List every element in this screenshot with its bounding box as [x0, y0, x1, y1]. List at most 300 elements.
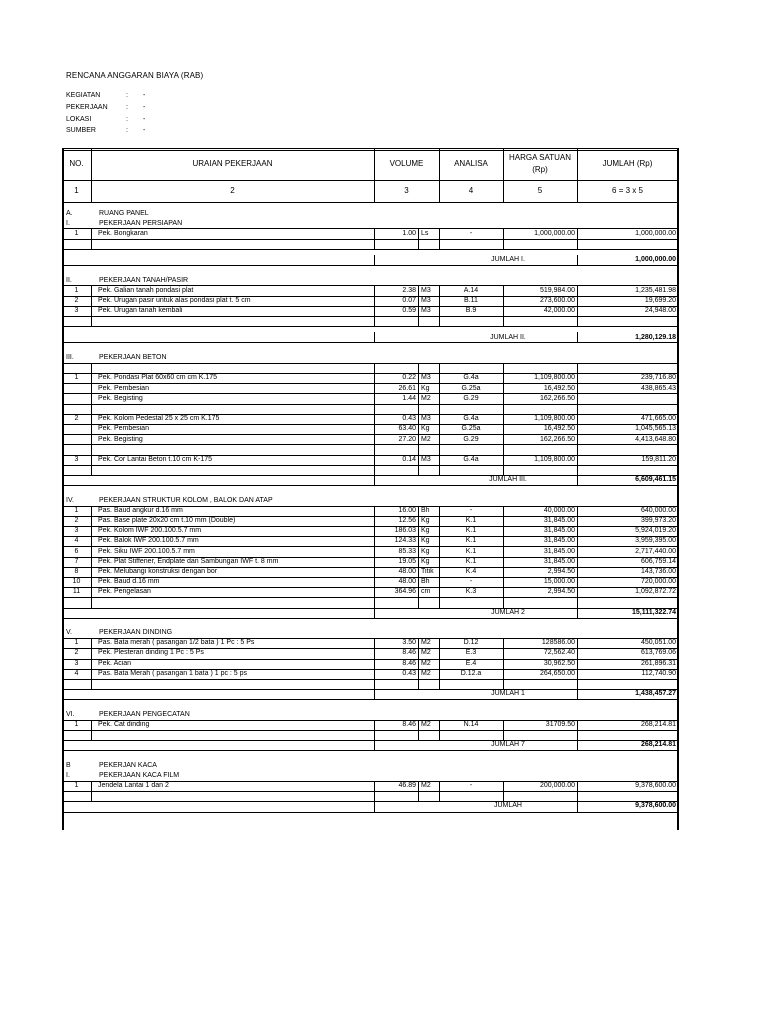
item-description: Pek. Plesteran dinding 1 Pc : 5 Ps — [98, 649, 204, 657]
column-divider — [418, 679, 419, 689]
item-amount: 613,769.06 — [640, 649, 676, 657]
item-number — [62, 444, 91, 454]
column-divider — [91, 383, 92, 393]
header-index-2: 2 — [230, 186, 235, 195]
meta-row — [66, 92, 266, 102]
column-divider — [503, 455, 504, 465]
row-divider — [62, 285, 678, 286]
column-divider — [503, 516, 504, 526]
item-volume: 12.56 — [398, 517, 416, 525]
section-title: PEKERJAAN KACA FILM — [99, 771, 180, 779]
section-title: PEKERJAAN PENGECATAN — [99, 710, 190, 718]
item-amount: 720,000.00 — [640, 578, 676, 586]
column-divider — [439, 285, 440, 295]
column-divider — [374, 740, 375, 750]
row-divider — [62, 516, 678, 517]
section-row — [62, 352, 678, 362]
row-divider — [62, 383, 678, 384]
column-divider — [577, 285, 578, 295]
column-divider — [374, 577, 375, 587]
section-number: A. — [66, 209, 73, 217]
item-amount — [577, 465, 678, 475]
column-divider — [374, 285, 375, 295]
header-index-row — [62, 180, 678, 202]
table-row — [62, 638, 678, 648]
column-divider — [374, 567, 375, 577]
column-divider — [503, 228, 504, 238]
item-analisa — [439, 403, 503, 413]
item-number: 2 — [74, 415, 79, 423]
row-divider — [62, 228, 678, 229]
meta-value: - — [143, 104, 146, 111]
item-number — [62, 424, 91, 434]
column-divider — [439, 577, 440, 587]
section-row — [62, 275, 678, 285]
table-row — [62, 526, 678, 536]
column-divider — [91, 404, 92, 414]
item-amount — [577, 444, 678, 454]
item-analisa: K.3 — [465, 588, 477, 596]
section-title: PEKERJAAN PERSIAPAN — [99, 219, 183, 227]
item-number: 1 — [74, 286, 79, 294]
column-divider — [418, 557, 419, 567]
item-analisa: K.1 — [465, 527, 477, 535]
item-description: Pek. Pengelasan — [98, 588, 151, 596]
column-divider — [91, 781, 92, 791]
item-unit — [418, 239, 439, 249]
row-divider — [62, 750, 678, 751]
item-volume: 27.20 — [398, 435, 416, 443]
column-divider — [91, 536, 92, 546]
column-divider — [439, 363, 440, 373]
table-row — [62, 424, 678, 434]
column-divider — [374, 526, 375, 536]
item-description: Pas. Bata Merah ( pasangan 1 bata ) 1 pc : 5 ps — [98, 669, 248, 677]
item-analisa: B.11 — [464, 297, 478, 305]
row-divider — [62, 618, 678, 619]
column-divider — [503, 239, 504, 249]
column-divider — [439, 383, 440, 393]
table-row — [62, 454, 678, 464]
item-volume — [374, 444, 418, 454]
column-divider — [374, 720, 375, 730]
column-divider — [418, 465, 419, 475]
item-volume: 85.33 — [398, 547, 416, 555]
header-volume: VOLUME — [389, 159, 424, 168]
column-divider — [577, 689, 578, 699]
column-divider — [577, 255, 578, 265]
column-divider — [577, 740, 578, 750]
column-divider — [91, 516, 92, 526]
column-divider — [374, 228, 375, 238]
item-number: 1 — [74, 506, 79, 514]
column-divider — [439, 444, 440, 454]
item-volume: 186.03 — [394, 527, 416, 535]
column-divider — [577, 414, 578, 424]
column-divider — [503, 720, 504, 730]
column-divider — [374, 363, 375, 373]
item-number: 7 — [74, 557, 79, 565]
item-number: 8 — [74, 567, 79, 575]
item-number — [62, 383, 91, 393]
row-divider — [62, 249, 678, 250]
item-number: 3 — [74, 659, 79, 667]
row-divider — [62, 546, 678, 547]
item-unit: M2 — [421, 781, 431, 789]
item-unit: Kg — [421, 547, 430, 555]
column-divider — [91, 791, 92, 801]
item-number — [62, 403, 91, 413]
item-analisa: G.4a — [463, 374, 479, 382]
column-divider — [577, 546, 578, 556]
column-divider — [439, 306, 440, 316]
column-divider — [577, 577, 578, 587]
column-divider — [374, 638, 375, 648]
item-unit: M3 — [421, 297, 431, 305]
item-number — [62, 316, 91, 326]
item-description: Pek. Begisting — [98, 394, 143, 402]
column-divider — [577, 373, 578, 383]
column-divider — [91, 393, 92, 403]
item-unit-price: 31,845.00 — [543, 547, 575, 555]
column-divider — [374, 536, 375, 546]
column-divider — [374, 306, 375, 316]
meta-label: PEKERJAAN — [66, 104, 108, 111]
item-analisa: K.1 — [465, 547, 477, 555]
item-unit: Bh — [421, 506, 430, 514]
item-number — [62, 393, 91, 403]
item-amount — [577, 403, 678, 413]
column-divider — [91, 434, 92, 444]
item-amount: 24,948.00 — [644, 307, 676, 315]
meta-value: - — [143, 116, 146, 123]
blank-row — [62, 342, 678, 352]
item-analisa: G.4a — [463, 415, 479, 423]
item-analisa: E.4 — [465, 659, 477, 667]
table-row — [62, 505, 678, 515]
column-divider — [577, 316, 578, 326]
column-divider — [577, 720, 578, 730]
blank-row — [62, 617, 678, 627]
item-analisa: - — [469, 578, 473, 586]
item-unit: M2 — [421, 649, 431, 657]
item-description: Pas. Base plate 20x20 cm t.10 mm (Double) — [98, 517, 236, 525]
column-divider — [503, 434, 504, 444]
column-divider — [91, 465, 92, 475]
column-divider — [374, 239, 375, 249]
column-divider — [91, 455, 92, 465]
item-amount: 2,717,440.00 — [635, 547, 676, 555]
item-analisa: A.14 — [463, 286, 479, 294]
column-divider — [503, 659, 504, 669]
column-divider — [91, 444, 92, 454]
item-amount: 112,740.90 — [641, 669, 676, 677]
meta-colon: : — [126, 104, 128, 111]
item-unit-price: 30,962.50 — [543, 659, 575, 667]
subtotal-amount: 1,438,457.27 — [635, 690, 676, 698]
item-description — [91, 444, 374, 454]
item-number: 3 — [74, 527, 79, 535]
column-divider — [577, 781, 578, 791]
item-description — [91, 465, 374, 475]
column-divider — [418, 536, 419, 546]
header-index-4: 4 — [468, 186, 474, 195]
column-divider — [503, 679, 504, 689]
column-divider — [577, 239, 578, 249]
section-title: PEKERJAAN BETON — [99, 354, 167, 362]
column-divider — [374, 506, 375, 516]
column-divider — [374, 597, 375, 607]
column-divider — [374, 475, 375, 485]
subtotal-label: JUMLAH I. — [491, 256, 525, 264]
item-analisa — [439, 363, 503, 373]
item-unit: Kg — [421, 537, 430, 545]
column-divider — [418, 791, 419, 801]
column-divider — [91, 546, 92, 556]
column-divider — [439, 546, 440, 556]
item-unit-price: 42,000.00 — [543, 307, 575, 315]
row-divider — [62, 730, 678, 731]
item-number: 1 — [74, 720, 79, 728]
item-unit-price: 200,000.00 — [539, 781, 575, 789]
column-divider — [418, 526, 419, 536]
item-amount — [577, 239, 678, 249]
column-divider — [439, 316, 440, 326]
column-divider — [439, 506, 440, 516]
item-unit-price: 72,562.40 — [543, 649, 575, 657]
section-title: RUANG PANEL — [99, 209, 149, 217]
item-description: Pek. Melubangi konstruksi dengan bor — [98, 567, 218, 575]
row-divider — [62, 363, 678, 364]
row-divider — [62, 699, 678, 700]
item-number — [62, 434, 91, 444]
table-row — [62, 306, 678, 316]
column-divider — [503, 587, 504, 597]
row-divider — [62, 444, 678, 445]
table-row — [62, 363, 678, 373]
item-volume: 3.50 — [402, 639, 416, 647]
column-divider — [439, 516, 440, 526]
table-row — [62, 383, 678, 393]
column-divider — [439, 669, 440, 679]
item-description: Pek. Galian tanah pondasi plat — [98, 286, 194, 294]
column-divider — [577, 465, 578, 475]
column-divider — [374, 730, 375, 740]
column-divider — [577, 228, 578, 238]
column-divider — [503, 546, 504, 556]
table-row — [62, 239, 678, 249]
item-volume: 2.38 — [402, 286, 416, 294]
table-row — [62, 536, 678, 546]
item-analisa: - — [469, 781, 473, 789]
column-divider — [439, 597, 440, 607]
row-divider — [62, 679, 678, 680]
column-divider — [91, 228, 92, 238]
header-uraian: URAIAN PEKERJAAN — [192, 159, 273, 168]
item-unit: M3 — [421, 374, 431, 382]
item-analisa — [439, 316, 503, 326]
column-divider — [418, 393, 419, 403]
item-amount — [577, 316, 678, 326]
column-divider — [439, 404, 440, 414]
section-number: B — [66, 761, 71, 769]
column-divider — [418, 781, 419, 791]
column-divider — [439, 791, 440, 801]
column-divider — [577, 148, 578, 202]
column-divider — [577, 679, 578, 689]
column-divider — [577, 424, 578, 434]
column-divider — [503, 536, 504, 546]
column-divider — [91, 414, 92, 424]
item-unit-price: 31,845.00 — [543, 527, 575, 535]
item-unit — [418, 597, 439, 607]
item-number: 1 — [74, 229, 79, 237]
item-analisa: N.14 — [463, 720, 479, 728]
column-divider — [91, 557, 92, 567]
item-volume — [374, 403, 418, 413]
subtotal-amount: 268,214.81 — [640, 741, 676, 749]
row-divider — [62, 393, 678, 394]
column-divider — [503, 404, 504, 414]
column-divider — [418, 444, 419, 454]
column-divider — [577, 597, 578, 607]
column-divider — [374, 424, 375, 434]
item-unit-price: 264,650.00 — [539, 669, 575, 677]
header-jumlah: JUMLAH (Rp) — [602, 159, 653, 168]
column-divider — [374, 444, 375, 454]
column-divider — [439, 730, 440, 740]
rab-table — [62, 148, 678, 830]
item-unit: Ls — [421, 229, 429, 237]
column-divider — [91, 148, 92, 202]
item-amount: 471,665.00 — [640, 415, 676, 423]
item-unit: M2 — [421, 669, 431, 677]
section-row — [62, 760, 678, 770]
item-unit: M3 — [421, 307, 431, 315]
row-divider — [62, 342, 678, 343]
item-number: 2 — [74, 297, 79, 305]
meta-colon: : — [126, 116, 128, 123]
item-analisa: E.3 — [465, 649, 477, 657]
header-index-3: 3 — [404, 186, 409, 195]
item-volume: 48.00 — [398, 578, 416, 586]
table-row — [62, 597, 678, 607]
item-unit: M2 — [421, 659, 431, 667]
column-divider — [577, 801, 578, 811]
column-divider — [374, 608, 375, 618]
item-number — [62, 465, 91, 475]
column-divider — [503, 730, 504, 740]
item-description — [91, 239, 374, 249]
table-row — [62, 285, 678, 295]
column-divider — [577, 587, 578, 597]
item-analisa: - — [469, 506, 473, 514]
column-divider — [418, 414, 419, 424]
item-unit: M2 — [421, 720, 431, 728]
item-volume — [374, 465, 418, 475]
item-amount: 438,865.43 — [640, 384, 676, 392]
meta-colon: : — [126, 92, 128, 99]
column-divider — [439, 228, 440, 238]
table-row — [62, 465, 678, 475]
column-divider — [503, 148, 504, 202]
item-unit-price — [503, 363, 577, 373]
column-divider — [577, 791, 578, 801]
column-divider — [91, 638, 92, 648]
item-volume: 8.46 — [402, 649, 416, 657]
column-divider — [577, 608, 578, 618]
column-divider — [577, 363, 578, 373]
item-analisa: G.29 — [463, 394, 479, 402]
header-index-1: 1 — [74, 186, 79, 195]
row-divider — [62, 296, 678, 297]
item-unit: Kg — [421, 384, 430, 392]
column-divider — [418, 404, 419, 414]
item-analisa: K.1 — [465, 537, 477, 545]
column-divider — [418, 306, 419, 316]
column-divider — [374, 148, 375, 202]
item-amount: 640,000.00 — [640, 506, 676, 514]
row-divider — [62, 148, 678, 149]
table-row — [62, 546, 678, 556]
item-analisa: D.12 — [463, 639, 479, 647]
row-divider — [62, 689, 678, 690]
item-number — [62, 597, 91, 607]
item-unit-price: 162,266.50 — [539, 435, 575, 443]
column-divider — [91, 597, 92, 607]
row-divider — [62, 485, 678, 486]
column-divider — [439, 148, 440, 202]
column-divider — [503, 285, 504, 295]
item-analisa: G.4a — [463, 455, 479, 463]
item-unit-price — [503, 444, 577, 454]
item-unit-price — [503, 239, 577, 249]
column-divider — [577, 526, 578, 536]
item-volume: 0.43 — [402, 415, 416, 423]
subtotal-label: JUMLAH 1 — [491, 690, 525, 698]
blank-row — [62, 265, 678, 275]
subtotal-row — [62, 332, 678, 342]
column-divider — [503, 363, 504, 373]
item-analisa: K.1 — [465, 517, 477, 525]
item-description — [91, 403, 374, 413]
section-title: PEKERJAN KACA — [99, 761, 157, 769]
table-row — [62, 296, 678, 306]
column-divider — [439, 526, 440, 536]
row-divider — [62, 202, 678, 203]
item-amount: 1,045,565.13 — [635, 425, 676, 433]
item-volume: 0.22 — [402, 374, 416, 382]
section-title: PEKERJAAN STRUKTUR KOLOM , BALOK DAN ATAP — [99, 496, 273, 504]
item-number — [62, 363, 91, 373]
meta-value: - — [143, 92, 146, 99]
column-divider — [374, 296, 375, 306]
item-unit — [418, 363, 439, 373]
item-unit-price — [503, 465, 577, 475]
column-divider — [91, 373, 92, 383]
table-row — [62, 393, 678, 403]
column-divider — [439, 781, 440, 791]
column-divider — [418, 285, 419, 295]
item-analisa — [439, 597, 503, 607]
column-divider — [577, 404, 578, 414]
subtotal-label: JUMLAH 2 — [491, 608, 525, 616]
section-title: PEKERJAAN TANAH/PASIR — [99, 276, 189, 284]
column-divider — [374, 332, 375, 342]
item-unit: Titik — [421, 567, 434, 575]
item-analisa — [439, 465, 503, 475]
item-description: Pek. Siku IWF 200.100.5.7 mm — [98, 547, 195, 555]
